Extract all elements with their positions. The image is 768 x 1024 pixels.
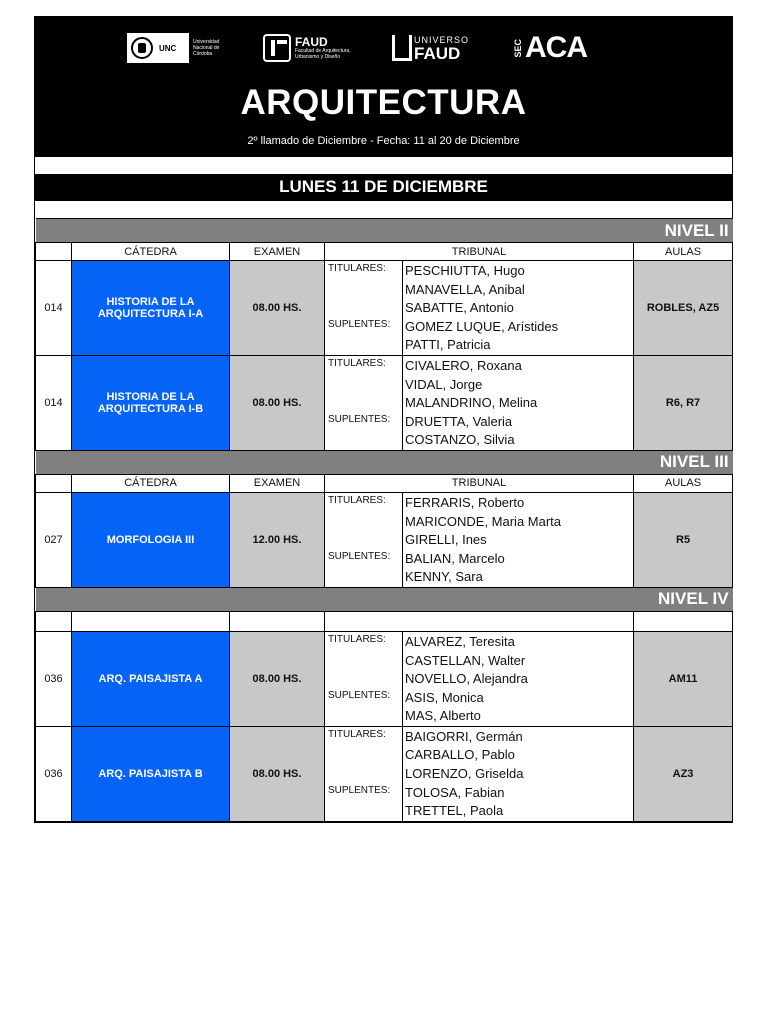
- tribunal-members: [403, 631, 634, 726]
- level-heading: NIVEL II: [36, 219, 733, 243]
- unc-logo-subtext: Universidad Nacional de Córdoba: [193, 39, 220, 57]
- sec-aca-logo: [513, 31, 587, 65]
- column-header-catedra: CÁTEDRA: [72, 243, 230, 261]
- exam-code: 014: [36, 261, 72, 356]
- blank-cell: [634, 611, 733, 631]
- exam-time: 08.00 HS.: [230, 726, 325, 821]
- tribunal-roles: [325, 492, 403, 587]
- level-heading-row: [36, 219, 733, 243]
- tribunal-member: ASIS, Monica: [405, 689, 484, 705]
- tribunal-member: LORENZO, Griselda: [405, 766, 524, 782]
- exam-code: 036: [36, 726, 72, 821]
- tribunal-roles: [325, 726, 403, 821]
- tribunal-member: KENNY, Sara: [405, 569, 483, 585]
- tribunal-member: NOVELLO, Alejandra: [405, 671, 528, 687]
- tribunal-member: VIDAL, Jorge: [405, 376, 483, 392]
- tribunal-roles: [325, 261, 403, 356]
- tribunal-members: [403, 726, 634, 821]
- exam-aulas: AZ3: [634, 726, 733, 821]
- level-heading-row: [36, 450, 733, 474]
- exam-row: [36, 631, 733, 726]
- tribunal-members: [403, 355, 634, 450]
- faud-logo-title: FAUD: [295, 35, 328, 49]
- tribunal-member: SABATTE, Antonio: [405, 300, 514, 316]
- blank-cell: [230, 611, 325, 631]
- faud-logo-subtext: Facultad de Arquitectura, Urbanismo y Diseño: [295, 48, 351, 60]
- column-header-row: [36, 243, 733, 261]
- role-suplentes: SUPLENTES:: [328, 413, 391, 425]
- role-titulares: TITULARES:: [328, 633, 386, 645]
- header-banner: [35, 17, 732, 156]
- column-header-tribunal: TRIBUNAL: [325, 474, 634, 492]
- column-header-code: [36, 243, 72, 261]
- tribunal-member: COSTANZO, Silvia: [405, 432, 515, 448]
- spacer: [35, 200, 732, 218]
- exam-schedule-sheet: [34, 16, 733, 823]
- tribunal-member: MALANDRINO, Melina: [405, 395, 538, 411]
- role-suplentes: SUPLENTES:: [328, 784, 391, 796]
- exam-code: 014: [36, 355, 72, 450]
- exam-catedra: ARQ. PAISAJISTA B: [72, 726, 230, 821]
- tribunal-member: ALVAREZ, Teresita: [405, 633, 515, 649]
- column-header-row: [36, 474, 733, 492]
- exam-time: 08.00 HS.: [230, 631, 325, 726]
- exam-row: [36, 492, 733, 587]
- logo-strip: [35, 31, 732, 65]
- tribunal-member: GOMEZ LUQUE, Arístides: [405, 318, 559, 334]
- tribunal-members: [403, 492, 634, 587]
- universo-logo-top: UNIVERSO: [414, 34, 470, 45]
- role-titulares: TITULARES:: [328, 728, 386, 740]
- tribunal-member: BALIAN, Marcelo: [405, 550, 505, 566]
- universo-logo-bottom: FAUD: [414, 43, 461, 63]
- tribunal-members: [403, 261, 634, 356]
- schedule-table-body: [36, 219, 733, 822]
- exam-time: 08.00 HS.: [230, 355, 325, 450]
- exam-row: [36, 355, 733, 450]
- tribunal-member: TRETTEL, Paola: [405, 803, 504, 819]
- page-subtitle: 2º llamado de Diciembre - Fecha: 11 al 20 de Diciembre: [247, 135, 520, 147]
- tribunal-member: MAS, Alberto: [405, 708, 481, 724]
- column-header-aulas: AULAS: [634, 243, 733, 261]
- column-header-aulas: AULAS: [634, 474, 733, 492]
- tribunal-member: TOLOSA, Fabian: [405, 784, 505, 800]
- level-heading: NIVEL IV: [36, 587, 733, 611]
- exam-code: 036: [36, 631, 72, 726]
- role-suplentes: SUPLENTES:: [328, 319, 391, 330]
- faud-logo-text: [295, 36, 365, 60]
- tribunal-member: MARICONDE, Maria Marta: [405, 513, 562, 529]
- tribunal-member: FERRARIS, Roberto: [405, 494, 525, 510]
- role-suplentes: SUPLENTES:: [328, 689, 391, 701]
- column-header-examen: EXAMEN: [230, 243, 325, 261]
- level-heading-row: [36, 587, 733, 611]
- exam-aulas: R5: [634, 492, 733, 587]
- exam-catedra: HISTORIA DE LA ARQUITECTURA I-B: [72, 355, 230, 450]
- sec-logo-small: SEC: [513, 38, 523, 58]
- tribunal-roles: [325, 631, 403, 726]
- exam-catedra: ARQ. PAISAJISTA A: [72, 631, 230, 726]
- page-title: ARQUITECTURA: [240, 83, 527, 122]
- exam-row: [36, 261, 733, 356]
- column-header-catedra: CÁTEDRA: [72, 474, 230, 492]
- unc-logo-abbr: UNC: [159, 43, 177, 53]
- role-suplentes: SUPLENTES:: [328, 550, 391, 562]
- level-heading: NIVEL III: [36, 450, 733, 474]
- role-titulares: TITULARES:: [328, 357, 386, 369]
- exam-catedra: MORFOLOGIA III: [72, 492, 230, 587]
- column-header-tribunal: TRIBUNAL: [325, 243, 634, 261]
- exam-time: 08.00 HS.: [230, 261, 325, 356]
- exam-row: [36, 726, 733, 821]
- schedule-table: [35, 218, 733, 822]
- blank-cell: [36, 611, 72, 631]
- faud-mark-icon: [263, 34, 291, 62]
- column-header-examen: EXAMEN: [230, 474, 325, 492]
- unc-seal-icon: [131, 37, 153, 59]
- exam-aulas: AM11: [634, 631, 733, 726]
- day-heading: LUNES 11 DE DICIEMBRE: [35, 174, 732, 200]
- universo-logo-text: [414, 35, 469, 62]
- exam-catedra: HISTORIA DE LA ARQUITECTURA I-A: [72, 261, 230, 356]
- role-titulares: TITULARES:: [328, 263, 386, 274]
- tribunal-member: CIVALERO, Roxana: [405, 357, 522, 373]
- tribunal-member: BAIGORRI, Germán: [405, 728, 523, 744]
- tribunal-member: GIRELLI, Ines: [405, 532, 487, 548]
- sec-logo-big: ACA: [525, 31, 587, 64]
- spacer: [35, 156, 732, 174]
- tribunal-roles: [325, 355, 403, 450]
- tribunal-member: DRUETTA, Valeria: [405, 413, 513, 429]
- exam-time: 12.00 HS.: [230, 492, 325, 587]
- blank-cell: [72, 611, 230, 631]
- universo-mark-icon: [392, 35, 412, 61]
- blank-cell: [325, 611, 634, 631]
- universo-faud-logo: [392, 31, 469, 65]
- blank-row: [36, 611, 733, 631]
- unc-logo: [127, 31, 233, 65]
- role-titulares: TITULARES:: [328, 494, 386, 506]
- faud-logo: [263, 31, 365, 65]
- tribunal-member: PESCHIUTTA, Hugo: [405, 263, 525, 278]
- tribunal-member: PATTI, Patricia: [405, 337, 491, 353]
- exam-aulas: ROBLES, AZ5: [634, 261, 733, 356]
- tribunal-member: CASTELLAN, Walter: [405, 652, 526, 668]
- tribunal-member: CARBALLO, Pablo: [405, 747, 515, 763]
- tribunal-member: MANAVELLA, Anibal: [405, 281, 525, 297]
- column-header-code: [36, 474, 72, 492]
- exam-aulas: R6, R7: [634, 355, 733, 450]
- unc-logo-box: [127, 33, 189, 63]
- exam-code: 027: [36, 492, 72, 587]
